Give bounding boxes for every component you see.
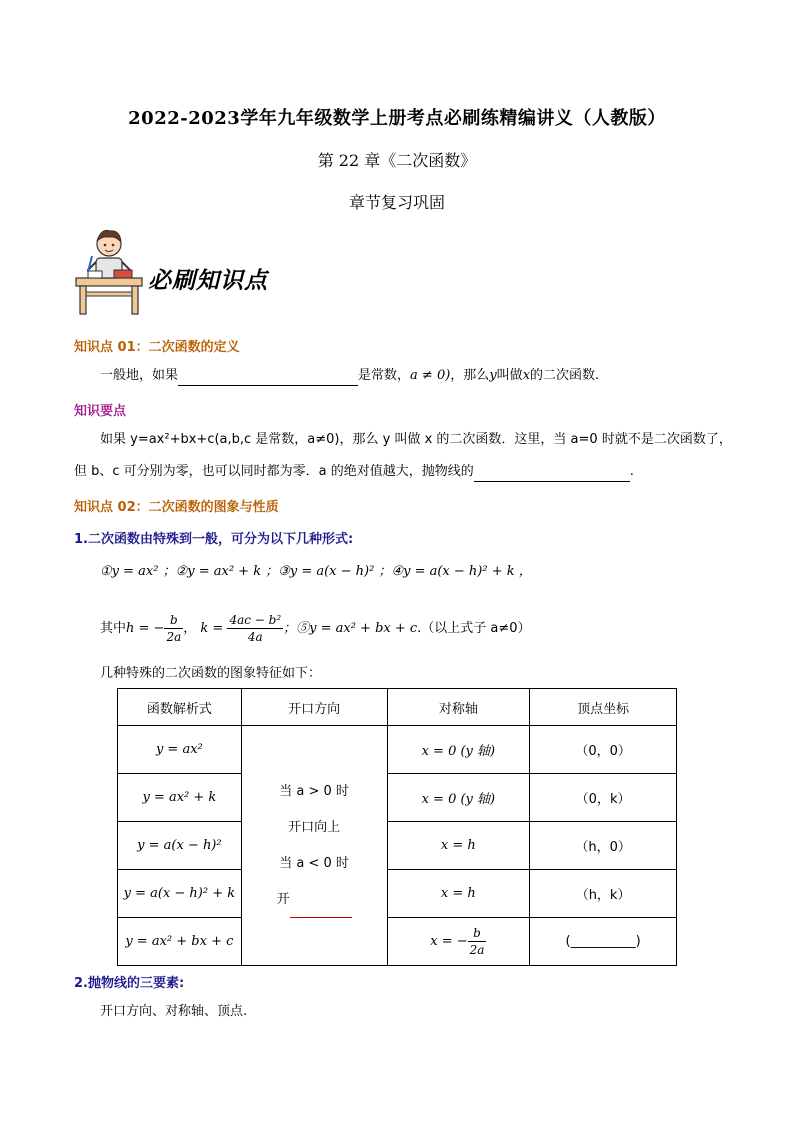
- opening-line-3: 当 a < 0 时: [279, 855, 349, 871]
- where-line: 其中h = − $\frac{b}{2a}$ ， k = $\frac{\text{4ac − b²}}{4a}$ ；⑤y = ax² + bx + c.（以上式子 a≠0）: [100, 613, 531, 644]
- opening-line-4-text: 开: [276, 891, 290, 907]
- row-axis: x = 0 (y 轴): [387, 774, 530, 822]
- row-vertex: （0，k）: [530, 774, 677, 822]
- row-vertex: (__________): [530, 918, 677, 966]
- k-denominator: 4a: [247, 630, 263, 644]
- k-numerator: 4ac − b²: [229, 613, 282, 627]
- row-expression: y = ax² + bx + c: [118, 918, 242, 966]
- section-2-title: 知识点 02：二次函数的图象与性质: [74, 500, 279, 515]
- row-expression: y = a(x − h)² + k: [118, 870, 242, 918]
- row-vertex: （0，0）: [530, 726, 677, 774]
- opening-line-1: 当 a > 0 时: [279, 783, 349, 799]
- banner-heading: 必刷知识点: [148, 267, 268, 294]
- definition-condition: a ≠ 0): [410, 368, 451, 383]
- h-denominator: 2a: [166, 630, 182, 644]
- definition-prefix: 一般地，如果: [100, 368, 179, 383]
- subsection-2-title: 2.抛物线的三要素:: [74, 976, 185, 991]
- definition-suffix-3: 的二次函数.: [530, 368, 600, 383]
- header-opening: 开口方向: [241, 689, 387, 726]
- header-expression: 函数解析式: [118, 689, 242, 726]
- table-row: [118, 726, 677, 774]
- opening-line-2: 开口向上: [288, 819, 341, 835]
- definition-suffix-2: 叫做: [496, 368, 523, 383]
- row-vertex: （h，k）: [530, 870, 677, 918]
- document-title: 2022-2023学年九年级数学上册考点必刷练精编讲义（人教版）: [128, 108, 666, 129]
- table-row: [118, 774, 677, 822]
- row-axis: x = h: [387, 822, 530, 870]
- axis-lhs: x = −: [430, 934, 468, 949]
- var-x: x: [522, 368, 531, 383]
- function-forms-line: ①y = ax² ；②y = ax² + k ；③y = a(x − h)² ；④y = a(x − h)² + k ，: [100, 564, 532, 579]
- opening-direction-cell: [241, 726, 387, 966]
- section-1-title: 知识点 01：二次函数的定义: [74, 340, 240, 355]
- table-intro: 几种特殊的二次函数的图象特征如下：: [100, 666, 322, 681]
- keypoints-line-2-text: 但 b、c 可分别为零，也可以同时都为零．a 的绝对值越大，抛物线的: [74, 464, 474, 479]
- keypoints-line-1: 如果 y=ax²+bx+c(a,b,c 是常数，a≠0)，那么 y 叫做 x 的二次函数．这里，当 a=0 时就不是二次函数了，: [100, 432, 732, 447]
- keypoints-line-2: [74, 462, 634, 482]
- header-axis: 对称轴: [387, 689, 530, 726]
- opening-blank: [290, 904, 352, 918]
- row-axis: [387, 918, 530, 966]
- section-subtitle: 章节复习巩固: [348, 193, 445, 212]
- header-vertex: 顶点坐标: [530, 689, 677, 726]
- table-row: [118, 918, 677, 966]
- three-elements-line: 开口方向、对称轴、顶点.: [100, 1004, 248, 1019]
- keypoints-blank: [474, 468, 630, 482]
- subsection-1-title: 1.二次函数由特殊到一般，可分为以下几种形式:: [74, 532, 354, 547]
- definition-suffix-1: ，那么: [450, 368, 490, 383]
- chapter-title: 第 22 章《二次函数》: [317, 151, 477, 170]
- h-fraction: [164, 612, 183, 645]
- row-axis: x = 0 (y 轴): [387, 726, 530, 774]
- var-y: y: [489, 368, 497, 383]
- keypoints-title: 知识要点: [74, 404, 127, 419]
- table-header-row: [118, 689, 677, 726]
- opening-line-4: [242, 882, 387, 918]
- table-row: [118, 870, 677, 918]
- row-axis: x = h: [387, 870, 530, 918]
- k-lhs: k =: [200, 621, 224, 636]
- row-expression: y = ax²: [118, 726, 242, 774]
- table-row: [118, 822, 677, 870]
- k-fraction: [227, 612, 283, 645]
- axis-numerator: b: [468, 925, 487, 942]
- row-expression: y = a(x − h)²: [118, 822, 242, 870]
- h-numerator: b: [164, 612, 183, 629]
- row-expression: y = ax² + k: [118, 774, 242, 822]
- keypoints-line-2-end: .: [629, 464, 634, 479]
- where-prefix: 其中: [100, 621, 127, 636]
- h-lhs: h = −: [126, 621, 165, 636]
- form-5-note: .（以上式子 a≠0）: [417, 621, 531, 636]
- function-features-table: [117, 688, 677, 966]
- definition-mid: 是常数，: [358, 368, 411, 383]
- row-vertex: （h，0）: [530, 822, 677, 870]
- form-5: ；⑤y = ax² + bx + c: [283, 621, 418, 636]
- axis-fraction: [468, 925, 487, 958]
- axis-denominator: 2a: [469, 943, 485, 957]
- definition-line: [74, 366, 599, 386]
- definition-blank: [178, 372, 358, 386]
